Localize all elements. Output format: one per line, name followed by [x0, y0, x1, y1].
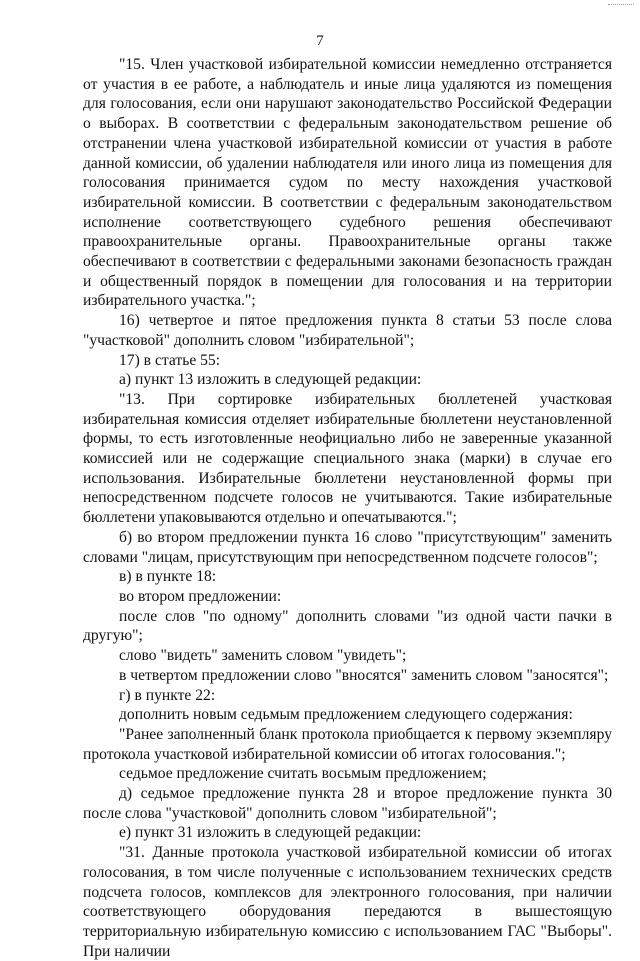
paragraph-amendment-15: "15. Член участковой избирательной комиссии немедленно отстраняется от участия в ее работе, а наблюдатель и иные лица удаляются из помещения для голосования, если они нарушают законодательство Российской Федерации о выборах. В соответствии с федеральным законодательством решение об отстранении члена участковой избирательной комиссии от участия в работе данной комиссии, об удалении наблюдателя или иного лица из помещения для голосования принимается судом по месту нахождения участковой избирательной комиссии. В соответствии с федеральным законодательством исполнение соответствующего судебного решения обеспечивают правоохранительные органы. Правоохранительные органы также обеспечивают в соответствии с федеральными законами безопасность граждан и общественный порядок в помещении для голосования и на территории избирательного участка."; — [83, 56, 612, 310]
paragraph-amendment-13: "13. При сортировке избирательных бюллетеней участковая избирательная комиссия отделяет избирательные бюллетени неустановленной формы, то есть изготовленные неофициально либо не заверенные указанной комиссией или не содержащие специального знака (марки) в случае его использования. Избирательные бюллетени неустановленной формы при непосредственном подсчете голосов не учитываются. Такие избирательные бюллетени упаковываются отдельно и опечатываются."; — [83, 390, 612, 527]
corner-scan-mark — [608, 4, 634, 13]
paragraph-item-17g: г) в пункте 22: — [119, 686, 216, 704]
paragraph-item-17a: а) пункт 13 изложить в следующей редакции: — [119, 371, 422, 389]
paragraph-fourth-sentence: в четвертом предложении слово "вносятся" заменить словом "заносятся"; — [119, 666, 609, 684]
paragraph-item-17e: е) пункт 31 изложить в следующей редакции: — [119, 824, 422, 842]
page-number: 7 — [316, 33, 324, 49]
paragraph-item-17v: в) в пункте 18: — [119, 568, 217, 586]
paragraph-item-17d: д) седьмое предложение пункта 28 и второе предложение пункта 30 после слова "участковой" дополнить словом "избирательной"; — [83, 785, 612, 822]
paragraph-second-sentence: во втором предложении: — [119, 587, 282, 605]
document-body — [83, 55, 612, 961]
paragraph-add-seventh: дополнить новым седьмым предложением следующего содержания: — [119, 706, 573, 724]
paragraph-item-17b: б) во втором предложении пункта 16 слово "присутствующим" заменить словами "лицам, присутствующим при непосредственном подсчете голосов"; — [83, 528, 612, 566]
paragraph-po-odnomu: после слов "по одному" дополнить словами "из одной части пачки в другую"; — [83, 607, 612, 645]
paragraph-amendment-31: "31. Данные протокола участковой избирательной комиссии об итогах голосования, в том числе полученные с использованием технических средств подсчета голосов, комплексов для электронного голосования, при наличии соответствующего оборудования передаются в вышестоящую территориальную избирательную комиссию с использованием ГАС "Выборы". При наличии — [83, 844, 612, 960]
paragraph-quote-blank: "Ранее заполненный бланк протокола приобщается к первому экземпляру протокола участковой избирательной комиссии об итогах голосования."; — [83, 725, 612, 763]
paragraph-item-17: 17) в статье 55: — [119, 351, 221, 369]
paragraph-seventh-to-eighth: седьмое предложение считать восьмым предложением; — [119, 765, 487, 783]
paragraph-videt: слово "видеть" заменить словом "увидеть"; — [119, 647, 407, 665]
paragraph-item-16: 16) четвертое и пятое предложения пункта 8 статьи 53 после слова "участковой" дополнить словом "избирательной"; — [83, 312, 612, 349]
